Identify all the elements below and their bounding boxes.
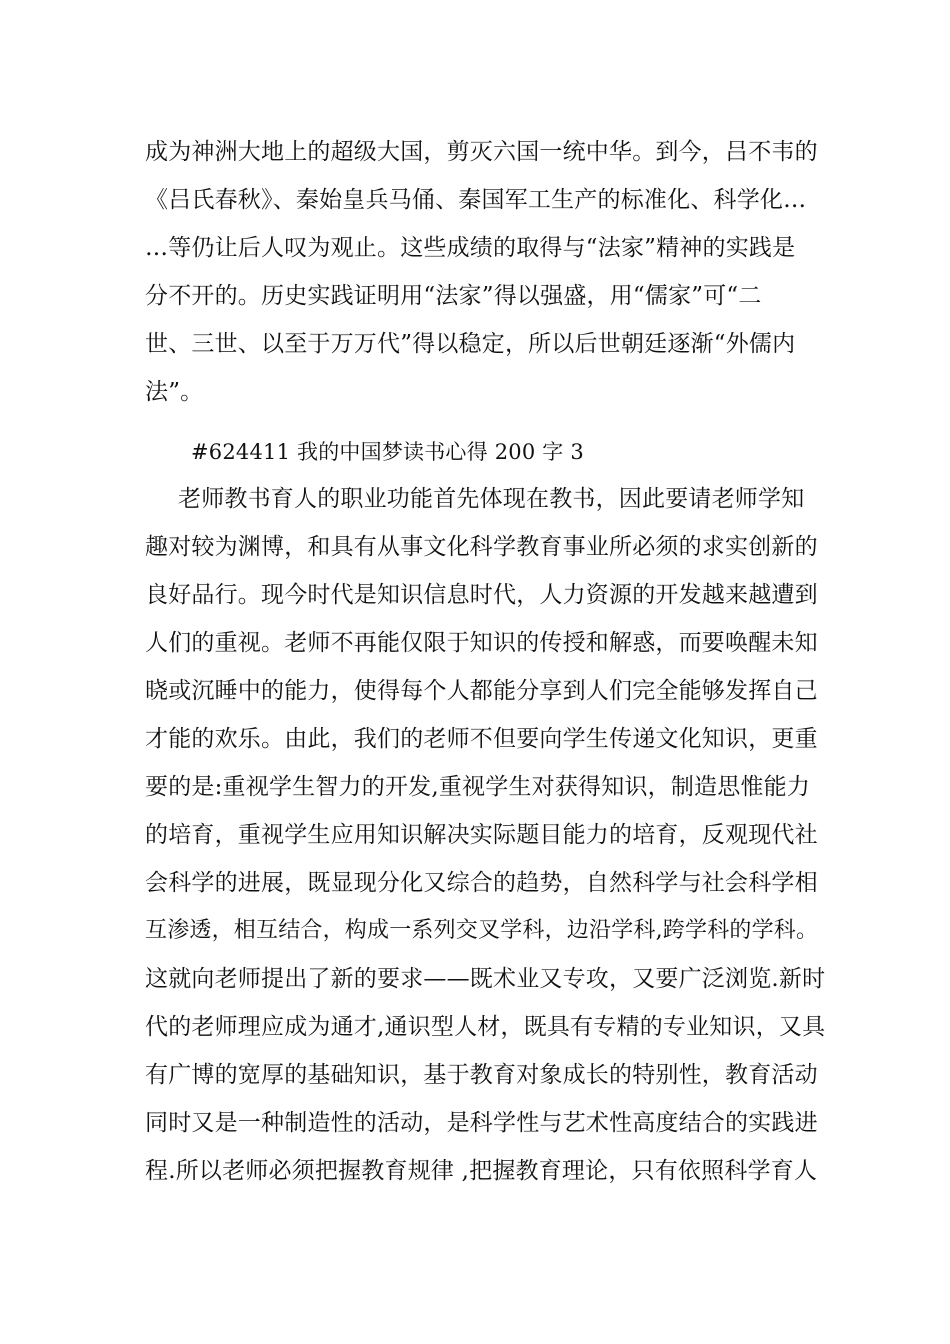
paragraph-1-line: …等仍让后人叹为观止。这些成绩的取得与“法家”精神的实践是: [145, 235, 796, 261]
paragraph-2-line: 有广博的宽厚的基础知识，基于教育对象成长的特别性，教育活动: [145, 1062, 818, 1088]
paragraph-2-line: 的培育，重视学生应用知识解决实际题目能力的培育，反观现代社: [145, 822, 818, 848]
paragraph-2-line: 这就向老师提出了新的要求——既术业又专攻，又要广泛浏览.新时: [145, 966, 826, 992]
paragraph-2-line: 程.所以老师必须把握教育规律 ,把握教育理论，只有依照科学育人: [145, 1158, 818, 1184]
paragraph-2-line: 老师教书育人的职业功能首先体现在教书，因此要请老师学知: [178, 486, 805, 512]
paragraph-1-line: 世、三世、以至于万万代”得以稳定，所以后世朝廷逐渐“外儒内: [145, 331, 796, 357]
paragraph-2-line: 互渗透，相互结合，构成一系列交叉学科，边沿学科,跨学科的学科。: [145, 918, 819, 943]
paragraph-2-line: 要的是:重视学生智力的开发,重视学生对获得知识，制造思惟能力: [145, 774, 811, 800]
paragraph-1-line: 成为神洲大地上的超级大国，剪灭六国一统中华。到今，吕不韦的: [145, 139, 818, 165]
paragraph-2-line: 人们的重视。老师不再能仅限于知识的传授和解惑，而要唤醒未知: [145, 630, 818, 656]
paragraph-2-line: 良好品行。现今时代是知识信息时代，人力资源的开发越来越遭到: [145, 582, 818, 608]
paragraph-2-line: 代的老师理应成为通才,通识型人材，既具有专精的专业知识，又具: [145, 1014, 826, 1040]
paragraph-2-line: 同时又是一种制造性的活动，是科学性与艺术性高度结合的实践进: [145, 1110, 818, 1136]
paragraph-2-line: 才能的欢乐。由此，我们的老师不但要向学生传递文化知识，更重: [145, 726, 818, 752]
paragraph-2-line: 趣对较为渊博，和具有从事文化科学教育事业所必须的求实创新的: [145, 534, 818, 560]
paragraph-2-line: 晓或沉睡中的能力，使得每个人都能分享到人们完全能够发挥自己: [145, 678, 818, 704]
paragraph-1-line: 法”。: [145, 379, 204, 405]
section-heading: #624411 我的中国梦读书心得 200 字 3: [191, 440, 584, 464]
paragraph-2-line: 会科学的进展，既显现分化又综合的趋势，自然科学与社会科学相: [145, 870, 818, 896]
paragraph-1-line: 分不开的。历史实践证明用“法家”得以强盛，用“儒家”可“二: [145, 283, 762, 309]
paragraph-1-line: 《吕氏春秋》、秦始皇兵马俑、秦国军工生产的标准化、科学化…: [145, 187, 807, 213]
